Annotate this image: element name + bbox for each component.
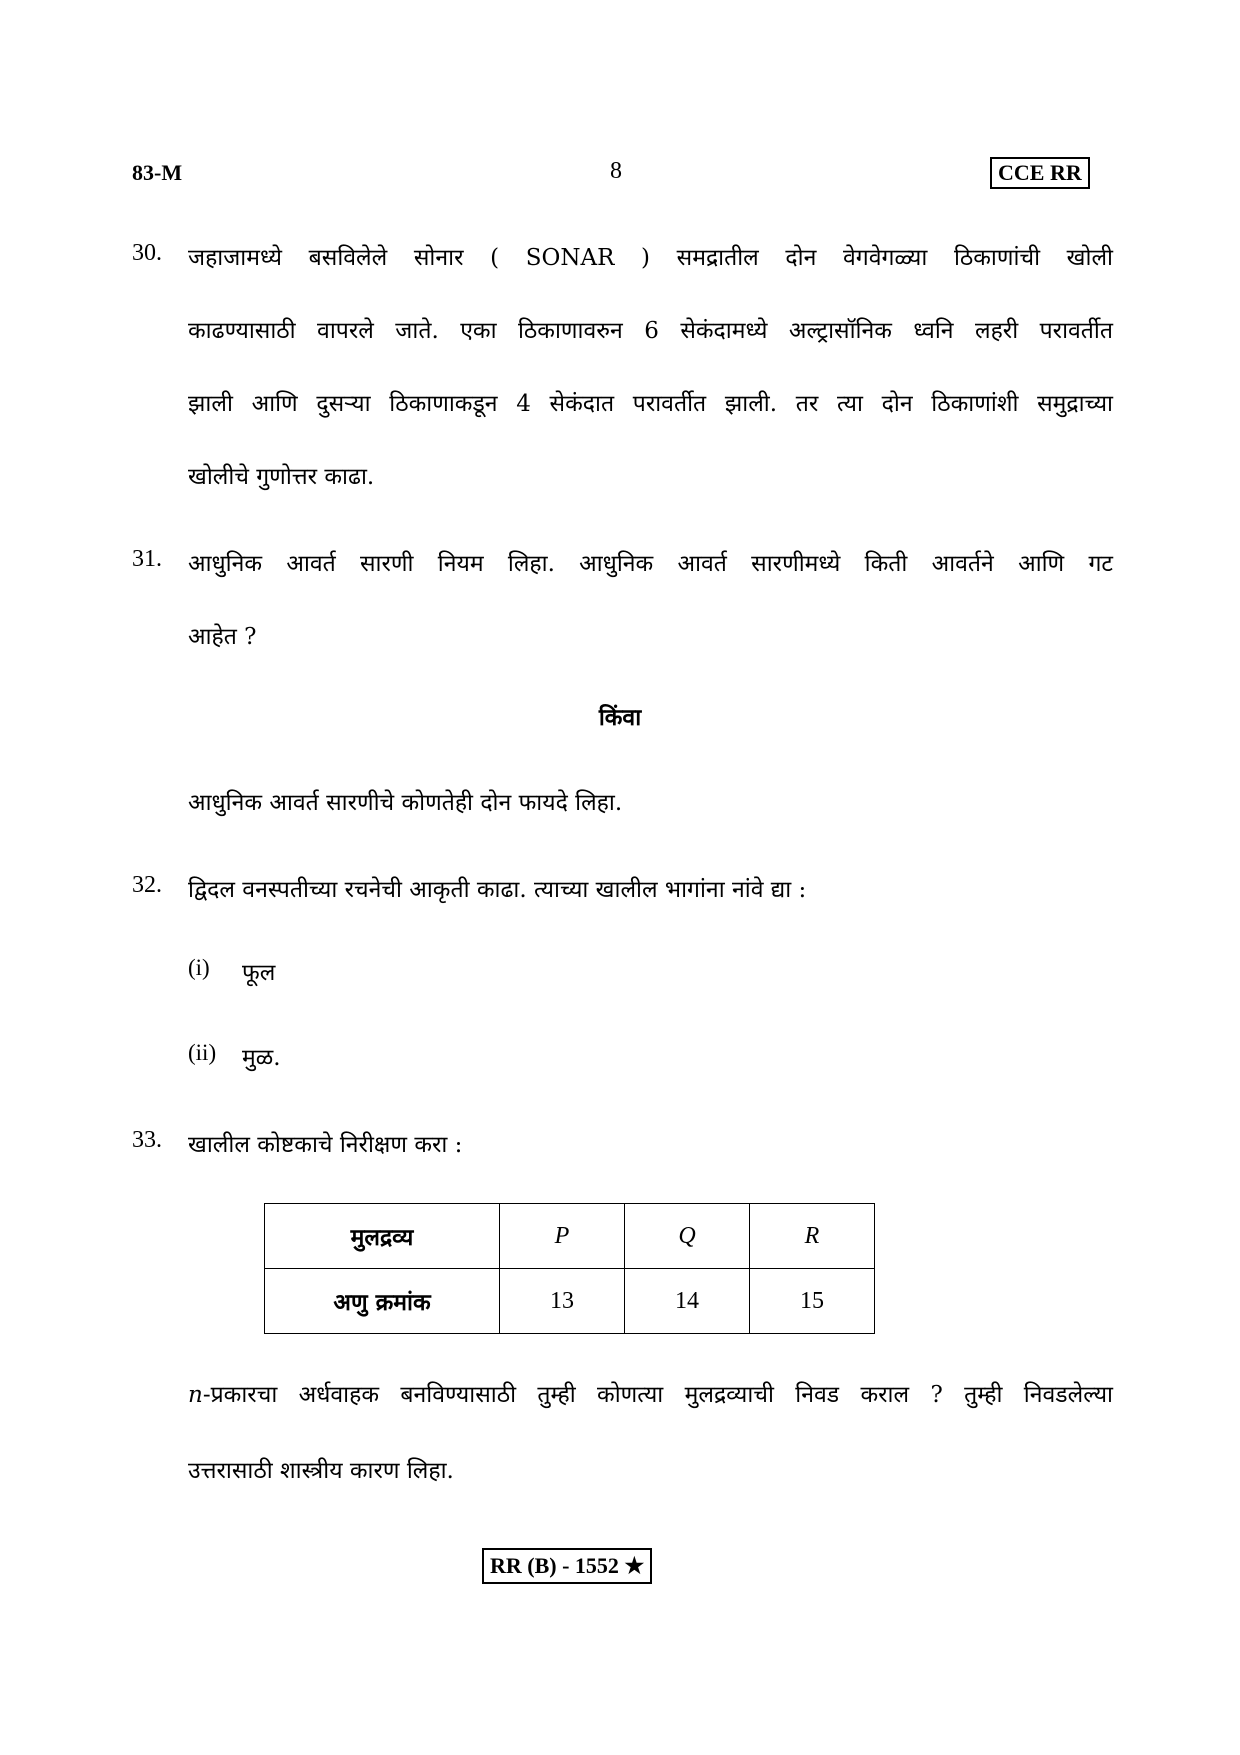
question-31-alternative: आधुनिक आवर्त सारणीचे कोणतेही दोन फायदे लिहा. [188,790,623,816]
item-i-marker: (i) [188,955,210,980]
table-header-element: मुलद्रव्य [265,1204,500,1269]
item-i-text: फूल [242,960,276,986]
table-cell: 13 [500,1269,625,1334]
question-30-number: 30. [132,240,162,266]
question-32-line: द्विदल वनस्पतीच्या रचनेची आकृती काढा. त्याच्या खालील भागांना नांवे द्या : [188,877,807,903]
series-badge: CCE RR [990,157,1090,189]
question-32-number: 32. [132,872,162,898]
table-cell: P [500,1204,625,1269]
footer-code: RR (B) - 1552 [490,1553,619,1578]
question-30-line-2: काढण्यासाठी वापरले जाते. एका ठिकाणावरुन 6 सेकंदामध्ये अल्ट्रासॉनिक ध्वनि लहरी परावर्तीत [188,318,1113,344]
question-30-line-1: जहाजामध्ये बसविलेले सोनार ( SONAR ) समद्रातील दोन वेगवेगळ्या ठिकाणांची खोली [188,245,1113,271]
star-icon: ★ [624,1553,645,1578]
question-33-followup-text: -प्रकारचा अर्धवाहक बनविण्यासाठी तुम्ही कोणत्या मुलद्रव्याची निवड कराल ? तुम्ही निवडलेल्या [202,1382,1113,1408]
footer-code-box [482,1548,652,1584]
item-ii-marker: (ii) [188,1040,217,1065]
or-label: किंवा [598,704,642,731]
page-number: 8 [610,158,622,184]
paper-code: 83-M [132,160,183,185]
table-cell: 14 [625,1269,750,1334]
question-31-line-2: आहेत ? [188,624,257,650]
element-table [264,1203,875,1334]
question-33-line: खालील कोष्टकाचे निरीक्षण करा : [188,1132,463,1158]
table-cell: 15 [750,1269,875,1334]
question-31-line-1: आधुनिक आवर्त सारणी नियम लिहा. आधुनिक आवर्त सारणीमध्ये किती आवर्तने आणि गट [188,551,1113,577]
question-30-line-3: झाली आणि दुसऱ्या ठिकाणाकडून 4 सेकंदात परावर्तीत झाली. तर त्या दोन ठिकाणांशी समुद्राच्या [188,391,1113,417]
question-31-number: 31. [132,546,162,572]
item-ii-text: मुळ. [242,1045,281,1071]
question-33-followup-line-2: उत्तरासाठी शास्त्रीय कारण लिहा. [188,1458,454,1484]
question-33-followup-line-1 [188,1377,1113,1409]
n-type-symbol: n [188,1382,203,1408]
question-30-line-4: खोलीचे गुणोत्तर काढा. [188,464,375,490]
table-row [265,1204,875,1269]
question-33-number: 33. [132,1127,162,1153]
table-header-atomic-number: अणु क्रमांक [265,1269,500,1334]
table-cell: Q [625,1204,750,1269]
table-row [265,1269,875,1334]
table-cell: R [750,1204,875,1269]
